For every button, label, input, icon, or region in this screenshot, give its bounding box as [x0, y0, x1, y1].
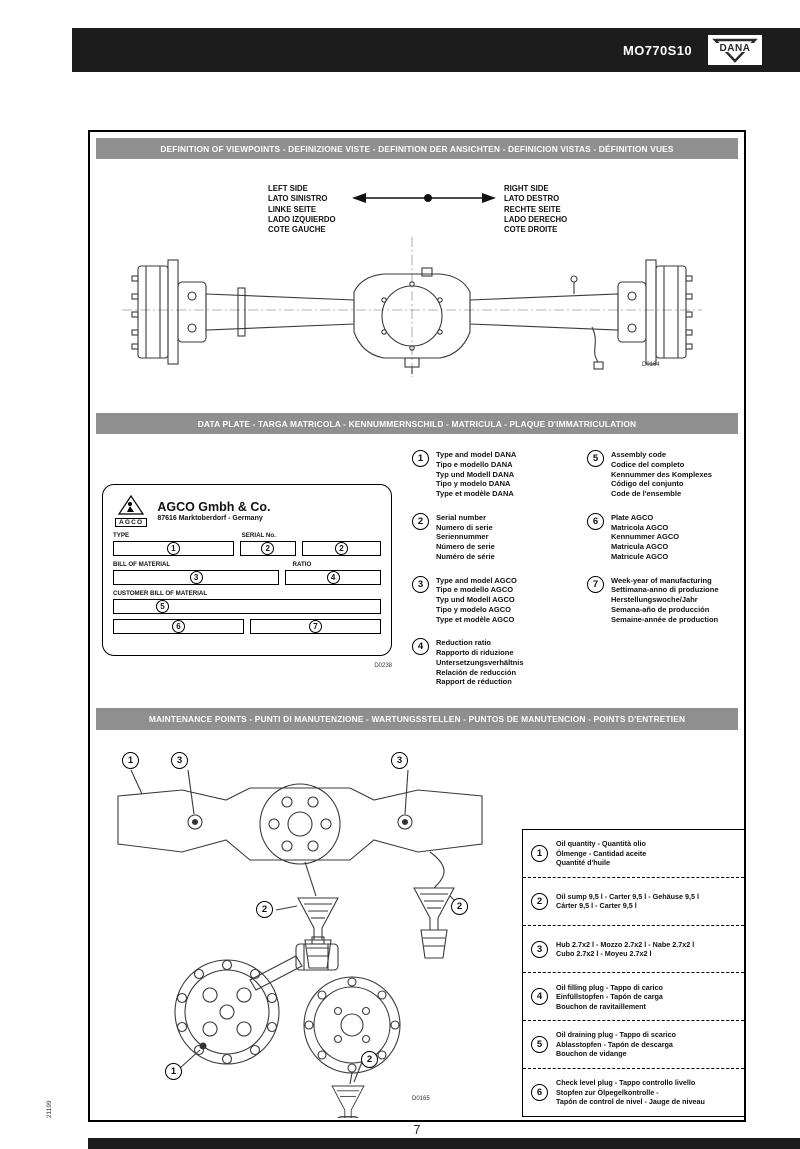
legend-item-7 [587, 576, 745, 625]
legend-num-7: 7 [587, 576, 604, 593]
plate-field-serial-b [302, 541, 381, 556]
legend-item-4 [412, 638, 582, 687]
right-side-line: LADO DERECHO [504, 214, 568, 224]
maintenance-line: Stopfen zur Ölpegelkontrolle - [556, 1087, 659, 1097]
legend-line: Relación de reducción [436, 667, 517, 677]
print-code: 21199 [46, 1100, 53, 1118]
maintenance-num-6: 6 [531, 1084, 548, 1101]
legend-line: Matricula AGCO [611, 542, 669, 551]
left-side-line: LINKE SEITE [268, 204, 317, 214]
funnel-c-drawing [332, 1086, 364, 1118]
plate-field-week [250, 619, 381, 634]
axle-beam-drawing [118, 770, 482, 864]
filling-tool-drawing [250, 937, 338, 990]
maintenance-line: Quantité d'huile [556, 858, 611, 868]
callout-1: 1 [122, 752, 139, 769]
callout-3a: 3 [171, 752, 188, 769]
axle-technical-drawing [122, 232, 702, 382]
maintenance-line: Oil draining plug - Tappo di scarico [556, 1030, 677, 1040]
legend-line: Code de l'ensemble [611, 489, 682, 498]
plate-company: AGCO Gmbh & Co. [157, 499, 271, 514]
legend-num-1: 1 [412, 450, 429, 467]
document-code: MO770S10 [623, 42, 692, 58]
maintenance-line: Ölmenge - Cantidad aceite [556, 848, 647, 858]
left-side-label [268, 184, 336, 235]
maintenance-line: Oil filling plug - Tappo di carico [556, 982, 663, 992]
plate-label-customer: CUSTOMER BILL OF MATERIAL [113, 590, 208, 597]
dana-logo-icon [708, 35, 762, 65]
legend-line: Kennummer AGCO [611, 532, 680, 542]
legend-line: Tipo y modelo DANA [436, 479, 511, 489]
figure-code-dataplate: D0238 [374, 663, 392, 669]
maintenance-line: Check level plug - Tappo controllo livello [556, 1078, 696, 1088]
plate-field-type [113, 541, 234, 556]
legend-line: Kennummer des Komplexes [611, 469, 712, 479]
legend-line: Tipo y modelo AGCO [436, 604, 512, 614]
legend-line: Numero di serie [436, 522, 493, 532]
legend-num-4: 4 [412, 638, 429, 655]
agco-logo-text: AGCO [115, 518, 147, 527]
maintenance-item-1 [523, 830, 744, 877]
plate-field-bill [113, 570, 279, 585]
right-side-line: COTE DROITE [504, 225, 558, 235]
maintenance-drawing [100, 740, 520, 1118]
legend-line: Type et modèle AGCO [436, 614, 515, 624]
agco-logo [115, 494, 147, 527]
legend-line: Serial number [436, 512, 487, 522]
data-plate-drawing [102, 484, 392, 656]
legend-line: Herstellungswoche/Jahr [611, 595, 698, 604]
legend-num-3: 3 [412, 576, 429, 593]
legend-item-1 [412, 450, 582, 499]
maintenance-line: Oil sump 9,5 l - Carter 9,5 l - Gehäuse 9,5 l [556, 891, 700, 901]
plate-label-ratio: RATIO [292, 561, 312, 568]
plate-field-customer [113, 599, 381, 614]
legend-line: Type and model AGCO [436, 575, 517, 585]
left-side-line: LATO SINISTRO [268, 194, 328, 204]
legend-line: Numéro de série [436, 551, 495, 561]
left-side-line: LEFT SIDE [268, 184, 308, 193]
maintenance-line: Bouchon de vidange [556, 1049, 627, 1059]
legend-line: Tipo e modello DANA [436, 459, 513, 469]
figure-code-viewpoints: D0164 [642, 362, 660, 368]
right-hub-drawing [618, 260, 692, 364]
maintenance-title: MAINTENANCE POINTS - PUNTI DI MANUTENZIONE - WARTUNGSSTELLEN - PUNTOS DE MANUTENCION - POINTS D'ENTRETIEN [148, 714, 686, 724]
plate-label-bill: BILL OF MATERIAL [113, 561, 171, 568]
maintenance-legend [522, 829, 745, 1117]
right-side-label [504, 184, 567, 235]
maintenance-item-3 [523, 925, 744, 973]
right-side-line: RECHTE SEITE [504, 204, 561, 214]
legend-line: Rapport de réduction [436, 677, 512, 687]
legend-item-2 [412, 513, 582, 562]
legend-line: Rapporto di riduzione [436, 648, 514, 657]
maintenance-line: Ablasstopfen - Tapón de descarga [556, 1039, 673, 1049]
bottom-bar [88, 1138, 800, 1149]
legend-line: Untersetzungsverhältnis [436, 657, 524, 667]
left-side-line: COTE GAUCHE [268, 225, 326, 235]
hub-face-left-drawing [175, 960, 279, 1068]
plate-num-2b: 2 [335, 542, 348, 555]
plate-num-2a: 2 [261, 542, 274, 555]
maintenance-line: Bouchon de ravitaillement [556, 1001, 646, 1011]
dataplate-title: DATA PLATE - TARGA MATRICOLA - KENNUMMERNSCHILD - MATRICULA - PLAQUE D'IMMATRICULATION [197, 418, 637, 429]
plate-num-6: 6 [172, 620, 185, 633]
maintenance-line: Hub 2.7x2 l - Mozzo 2.7x2 l - Nabe 2.7x2 l [556, 939, 695, 949]
legend-line: Matricule AGCO [611, 551, 669, 561]
plate-num-5: 5 [156, 600, 169, 613]
callout-2c: 2 [361, 1051, 378, 1068]
direction-arrow-icon [352, 190, 496, 206]
maintenance-line: Einfüllstopfen - Tapón de carga [556, 992, 663, 1002]
left-side-line: LADO IZQUIERDO [268, 214, 336, 224]
legend-line: Matricola AGCO [611, 522, 669, 532]
callout-3b: 3 [391, 752, 408, 769]
maintenance-line: Cárter 9,5 l - Carter 9,5 l [556, 901, 637, 911]
differential-housing-drawing [354, 268, 470, 374]
dataplate-legend-col1 [412, 450, 582, 701]
viewpoints-title: DEFINITION OF VIEWPOINTS - DEFINIZIONE VISTE - DEFINITION DER ANSICHTEN - DEFINICION VISTAS - DÉFINITION VUES [160, 143, 674, 154]
hub-face-right-drawing [304, 977, 400, 1084]
legend-line: Seriennummer [436, 532, 489, 542]
callout-1b: 1 [165, 1063, 182, 1080]
legend-line: Código del conjunto [611, 479, 684, 489]
plate-num-4: 4 [327, 571, 340, 584]
legend-line: Semana-año de producción [611, 604, 710, 614]
maintenance-line: Cubo 2.7x2 l - Moyeu 2.7x2 l [556, 949, 652, 959]
legend-num-5: 5 [587, 450, 604, 467]
right-side-line: RIGHT SIDE [504, 184, 549, 193]
legend-item-5 [587, 450, 745, 499]
legend-line: Typ und Modell AGCO [436, 595, 515, 604]
legend-line: Semaine-année de production [611, 614, 719, 624]
plate-field-ratio [285, 570, 381, 585]
maintenance-item-4 [523, 972, 744, 1020]
plate-field-bom [113, 619, 244, 634]
legend-line: Reduction ratio [436, 638, 492, 648]
funnel-b-drawing [414, 888, 454, 958]
callout-2b: 2 [451, 898, 468, 915]
plate-field-serial-a [240, 541, 296, 556]
page-number: 7 [413, 1123, 421, 1137]
maintenance-item-6 [523, 1068, 744, 1116]
legend-num-6: 6 [587, 513, 604, 530]
dataplate-section-header [96, 413, 738, 434]
plate-label-serial: SERIAL No. [241, 532, 276, 539]
legend-num-2: 2 [412, 513, 429, 530]
plate-fields [103, 530, 391, 634]
legend-item-6 [587, 513, 745, 562]
legend-line: Plate AGCO [611, 512, 654, 522]
content-frame [88, 130, 746, 1122]
plate-label-type: TYPE [113, 532, 130, 539]
maintenance-num-4: 4 [531, 988, 548, 1005]
top-header-bar [72, 28, 800, 72]
legend-line: Tipo e modello AGCO [436, 585, 514, 595]
plate-num-1: 1 [167, 542, 180, 555]
legend-line: Type and model DANA [436, 450, 517, 459]
legend-line: Type et modèle DANA [436, 489, 514, 498]
plate-num-7: 7 [309, 620, 322, 633]
maintenance-item-5 [523, 1020, 744, 1068]
maintenance-line: Oil quantity - Quantità olio [556, 839, 646, 849]
maintenance-num-3: 3 [531, 941, 548, 958]
legend-line: Assembly code [611, 450, 667, 459]
legend-line: Codice del completo [611, 459, 685, 469]
left-hub-drawing [132, 260, 206, 364]
dana-logo [708, 35, 762, 65]
legend-line: Typ und Modell DANA [436, 469, 515, 479]
maintenance-section-header [96, 708, 738, 730]
right-side-line: LATO DESTRO [504, 194, 560, 204]
legend-line: Week-year of manufacturing [611, 575, 712, 585]
maintenance-num-1: 1 [531, 845, 548, 862]
svg-text:DANA: DANA [719, 43, 751, 54]
plate-address: 87616 Marktoberdorf - Germany [157, 514, 263, 522]
maintenance-num-2: 2 [531, 893, 548, 910]
dataplate-legend-col2 [587, 450, 745, 638]
plate-header [103, 485, 391, 530]
callout-2a: 2 [256, 901, 273, 918]
plate-num-3: 3 [190, 571, 203, 584]
figure-code-maintenance: D0165 [412, 1096, 430, 1102]
legend-item-3 [412, 576, 582, 625]
maintenance-item-2 [523, 877, 744, 925]
agco-triangle-icon [117, 494, 145, 516]
legend-line: Settimana-anno di produzione [611, 585, 719, 595]
maintenance-line: Tapón de control de nivel - Jauge de niveau [556, 1097, 705, 1107]
viewpoints-section-header [96, 138, 738, 159]
legend-line: Número de serie [436, 542, 495, 551]
maintenance-num-5: 5 [531, 1036, 548, 1053]
